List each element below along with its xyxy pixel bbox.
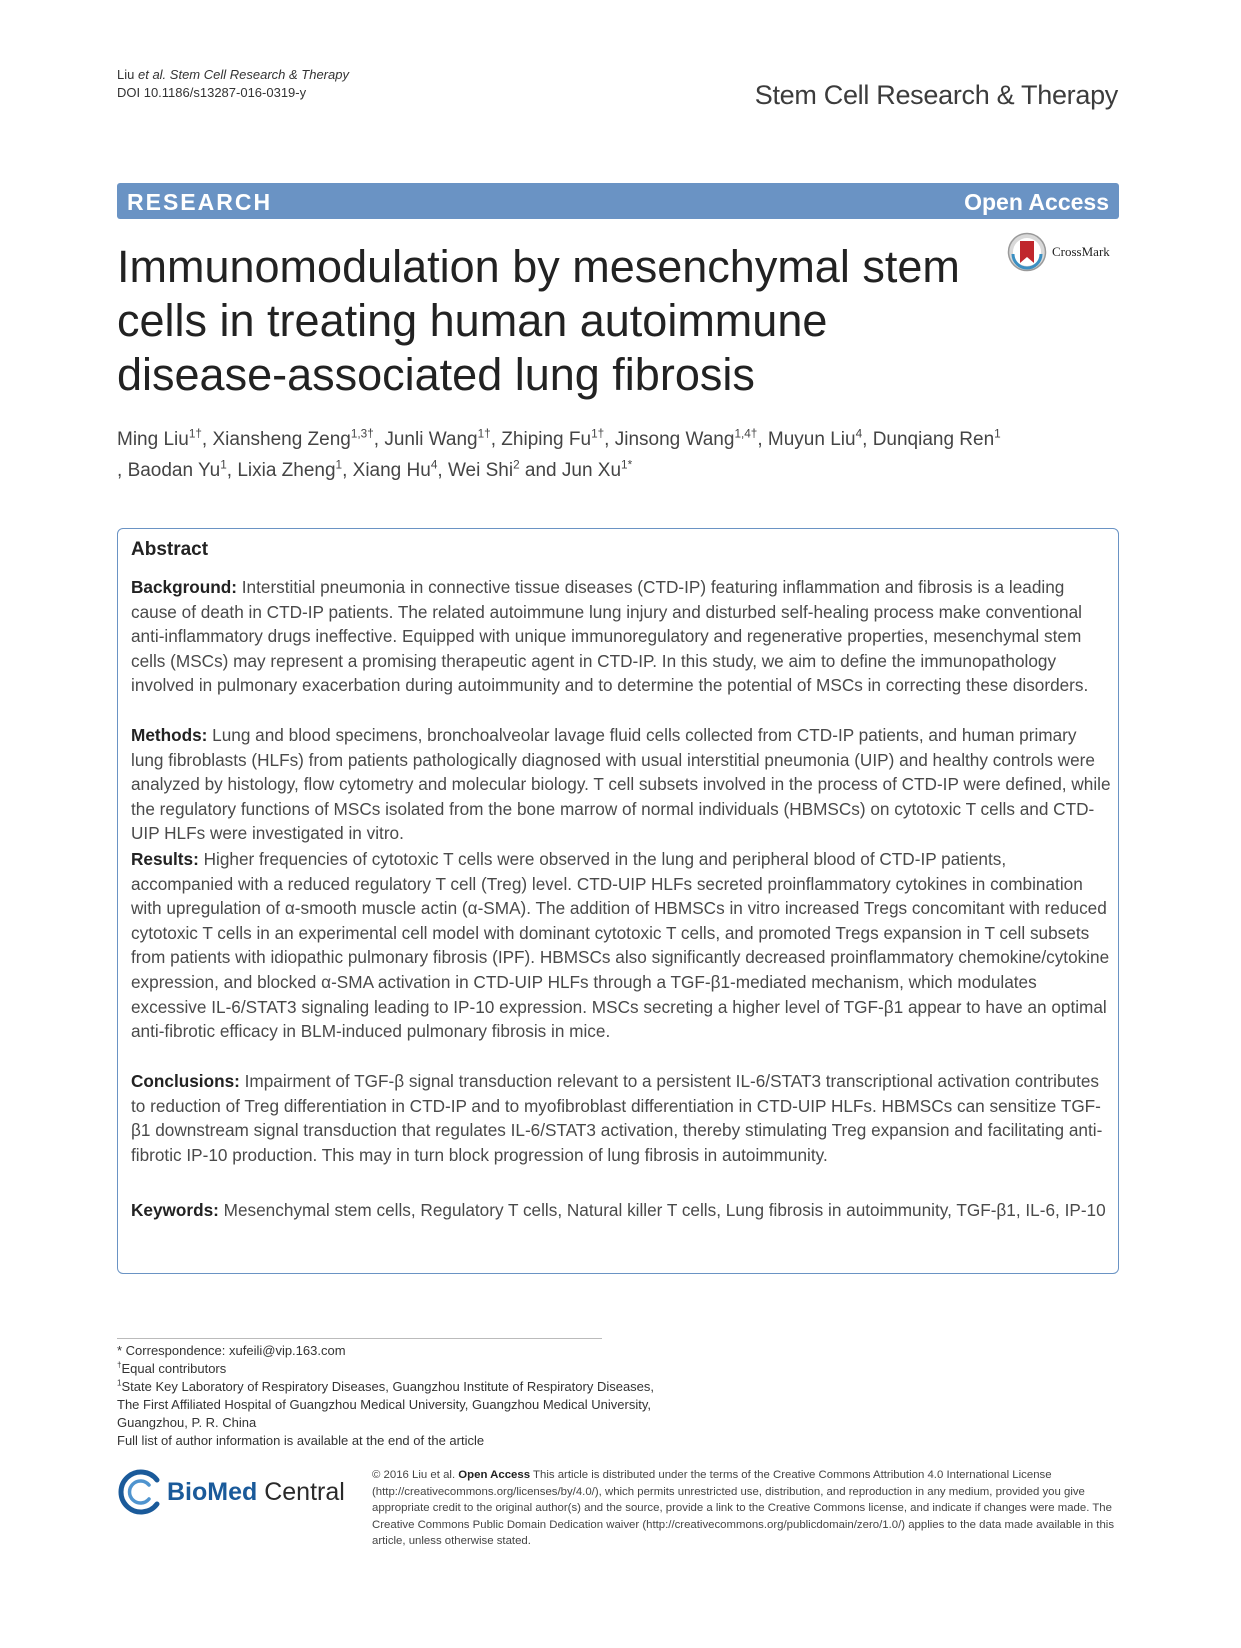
author-name[interactable]: Ming Liu <box>117 429 189 450</box>
license-open-access: Open Access <box>458 1469 531 1481</box>
author-affiliation: 1,3† <box>350 427 374 441</box>
author-affiliation: 1* <box>621 458 633 472</box>
author-name[interactable]: Zhiping Fu <box>501 429 592 450</box>
crossmark-badge[interactable] <box>1007 232 1123 274</box>
affiliation <box>117 1378 677 1432</box>
section-text: Lung and blood specimens, bronchoalveolar lavage fluid cells collected from CTD-IP patients, and human primary lung fibroblasts (HLFs) from patients pathologically diagnosed with usual interstitial pneumonia (UIP) and healthy controls were analyzed by histology, flow cytometry and molecular biology. T cell subsets involved in the process of CTD-IP were defined, while the regulatory functions of MSCs isolated from the bone marrow of normal individuals (HBMSCs) on cytotoxic T cells and CTD-UIP HLFs were investigated in vitro. <box>131 725 1111 844</box>
section-label: Methods: <box>131 725 208 745</box>
author-name[interactable]: Dunqiang Ren <box>872 429 995 450</box>
author-name[interactable]: Muyun Liu <box>767 429 856 450</box>
authors-and: and <box>524 460 557 481</box>
section-label: Background: <box>131 577 237 597</box>
abstract-heading: Abstract <box>131 539 209 560</box>
author-affiliation: 1† <box>188 427 202 441</box>
abstract-conclusions <box>131 1069 1111 1167</box>
citation-authors: Liu <box>117 67 135 82</box>
author-list: Ming Liu$^{1\dagger}$, Xiansheng Zeng$^{1,3\dagger}$, Junli Wang$^{1\dagger}$, Zhiping $Fu^{1\dagger}$, Jinsong Wang$^{1,4\dagger}$, Muyun Liu$^4$, Dunqiang Ren$^1$ , Baodan Yu$^1$, Lixia Zheng$^1$, Xiang Hu$^4$, Wei Shi$^2$ and Jun $Xu^{1*}$ <box>117 427 1001 481</box>
correspondence: * Correspondence: xufeili@vip.163.com <box>117 1343 346 1358</box>
doi[interactable]: DOI 10.1186/s13287-016-0319-y <box>117 85 307 100</box>
crossmark-icon <box>1007 232 1047 272</box>
abstract-results <box>131 847 1111 1044</box>
logo-bold: BioMed <box>167 1478 258 1506</box>
author-affiliation: 4 <box>855 427 863 441</box>
author-name[interactable]: Baodan Yu <box>127 460 221 481</box>
logo-wordmark <box>167 1478 345 1507</box>
author-name[interactable]: Jinsong Wang <box>614 429 735 450</box>
section-text: Mesenchymal stem cells, Regulatory T cells, Natural killer T cells, Lung fibrosis in autoimmunity, TGF-β1, IL-6, IP-10 <box>223 1200 1106 1220</box>
section-text: Interstitial pneumonia in connective tissue diseases (CTD-IP) featuring inflammation and fibrosis is a leading cause of death in CTD-IP patients. The related autoimmune lung injury and disturbed self-healing process make conventional anti-inflammatory drugs ineffective. Equipped with unique immunoregulatory and regenerative properties, mesenchymal stem cells (MSCs) may represent a promising therapeutic agent in CTD-IP. In this study, we aim to define the immunopathology involved in pulmonary exacerbation during autoimmunity and to determine the potential of MSCs in correcting these disorders. <box>131 577 1089 696</box>
abstract-methods <box>131 723 1111 846</box>
article-type-banner <box>117 183 1119 219</box>
author-name[interactable]: Junli Wang <box>384 429 478 450</box>
affiliation-mark: 1 <box>117 1378 122 1388</box>
section-label: Keywords: <box>131 1200 219 1220</box>
affiliation-text: State Key Laboratory of Respiratory Diseases, Guangzhou Institute of Respiratory Diseases, The First Affiliated Hospital of Guangzhou Medical University, Guangzhou Medical University, Guangzhou, P. R. China <box>117 1379 655 1430</box>
crossmark-label: CrossMark <box>1052 244 1110 259</box>
author-affiliation: 4 <box>430 458 438 472</box>
author-affiliation: 2 <box>513 458 520 472</box>
full-author-info-note: Full list of author information is available at the end of the article <box>117 1433 485 1448</box>
author-name[interactable]: Xiansheng Zeng <box>212 429 351 450</box>
footnotes <box>117 1342 677 1450</box>
journal-name: Stem Cell Research & Therapy <box>754 80 1118 110</box>
article-citation <box>117 66 349 102</box>
license-statement <box>372 1467 1124 1550</box>
logo-regular: Central <box>257 1478 345 1506</box>
author-name[interactable]: Jun Xu <box>561 460 622 481</box>
author-affiliation: 1 <box>335 458 343 472</box>
abstract-box <box>117 528 1119 1274</box>
equal-contributors <box>117 1360 677 1378</box>
equal-contributors-text: Equal contributors <box>121 1361 227 1376</box>
open-access-label: Open Access <box>964 189 1109 215</box>
section-text: Higher frequencies of cytotoxic T cells were observed in the lung and peripheral blood of CTD-IP patients, accompanied with a reduced regulatory T cell (Treg) level. CTD-UIP HLFs secreted proinflammatory cytokines in combination with upregulation of α-smooth muscle actin (α-SMA). The addition of HBMSCs in vitro increased Tregs concomitant with reduced cytotoxic T cells in an experimental cell model with dominant cytotoxic T cells, and promoted Tregs expansion in T cell subsets from patients with idiopathic pulmonary fibrosis (IPF). HBMSCs also significantly decreased proinflammatory chemokine/cytokine expression, and blocked α-SMA activation in CTD-UIP HLFs through a TGF-β1-mediated mechanism, which modulates excessive IL-6/STAT3 signaling leading to IP-10 expression. MSCs secreting a higher level of TGF-β1 appear to have an optimal anti-fibrotic efficacy in BLM-induced pulmonary fibrosis in mice. <box>131 849 1110 1042</box>
copyright: © 2016 Liu et al. <box>372 1469 456 1481</box>
author-name[interactable]: Lixia Zheng <box>237 460 336 481</box>
citation-journal: et al. Stem Cell Research & Therapy <box>137 67 349 82</box>
biomed-central-logo[interactable] <box>117 1468 357 1518</box>
footnote-divider <box>117 1338 602 1339</box>
biomed-central-icon <box>117 1468 163 1516</box>
article-title: Immunomodulation by mesenchymal stem cells in treating human autoimmune disease-associated lung fibrosis <box>117 241 960 400</box>
author-name[interactable]: Wei Shi <box>447 460 514 481</box>
author-affiliation: 1† <box>591 427 605 441</box>
license-text: This article is distributed under the terms of the Creative Commons Attribution 4.0 International License (http://creativecommons.org/licenses/by/4.0/), which permits unrestricted use, distribution, and reproduction in any medium, provided you give appropriate credit to the original author(s) and the source, provide a link to the Creative Commons license, and indicate if changes were made. The Creative Commons Public Domain Dedication waiver (http://creativecommons.org/publicdomain/zero/1.0/) applies to the data made available in this article, unless otherwise stated. <box>372 1469 1115 1547</box>
author-affiliation: 1† <box>477 427 491 441</box>
author-affiliation: 1,4† <box>734 427 758 441</box>
author-affiliation: 1 <box>220 458 227 472</box>
article-type-label: RESEARCH <box>127 189 273 215</box>
section-label: Conclusions: <box>131 1071 240 1091</box>
abstract-background <box>131 575 1111 698</box>
author-affiliation: 1 <box>994 427 1001 441</box>
section-label: Results: <box>131 849 199 869</box>
abstract-keywords <box>131 1198 1111 1223</box>
section-text: Impairment of TGF-β signal transduction relevant to a persistent IL-6/STAT3 transcriptional activation contributes to reduction of Treg differentiation in CTD-IP and to myofibroblast differentiation in CTD-UIP HLFs. HBMSCs can sensitize TGF-β1 downstream signal transduction that regulates IL-6/STAT3 activation, thereby stimulating Treg expansion and facilitating anti-fibrotic IP-10 production. This may in turn block progression of lung fibrosis in autoimmunity. <box>131 1071 1103 1165</box>
equal-mark: † <box>117 1360 122 1370</box>
author-name[interactable]: Xiang Hu <box>352 460 431 481</box>
